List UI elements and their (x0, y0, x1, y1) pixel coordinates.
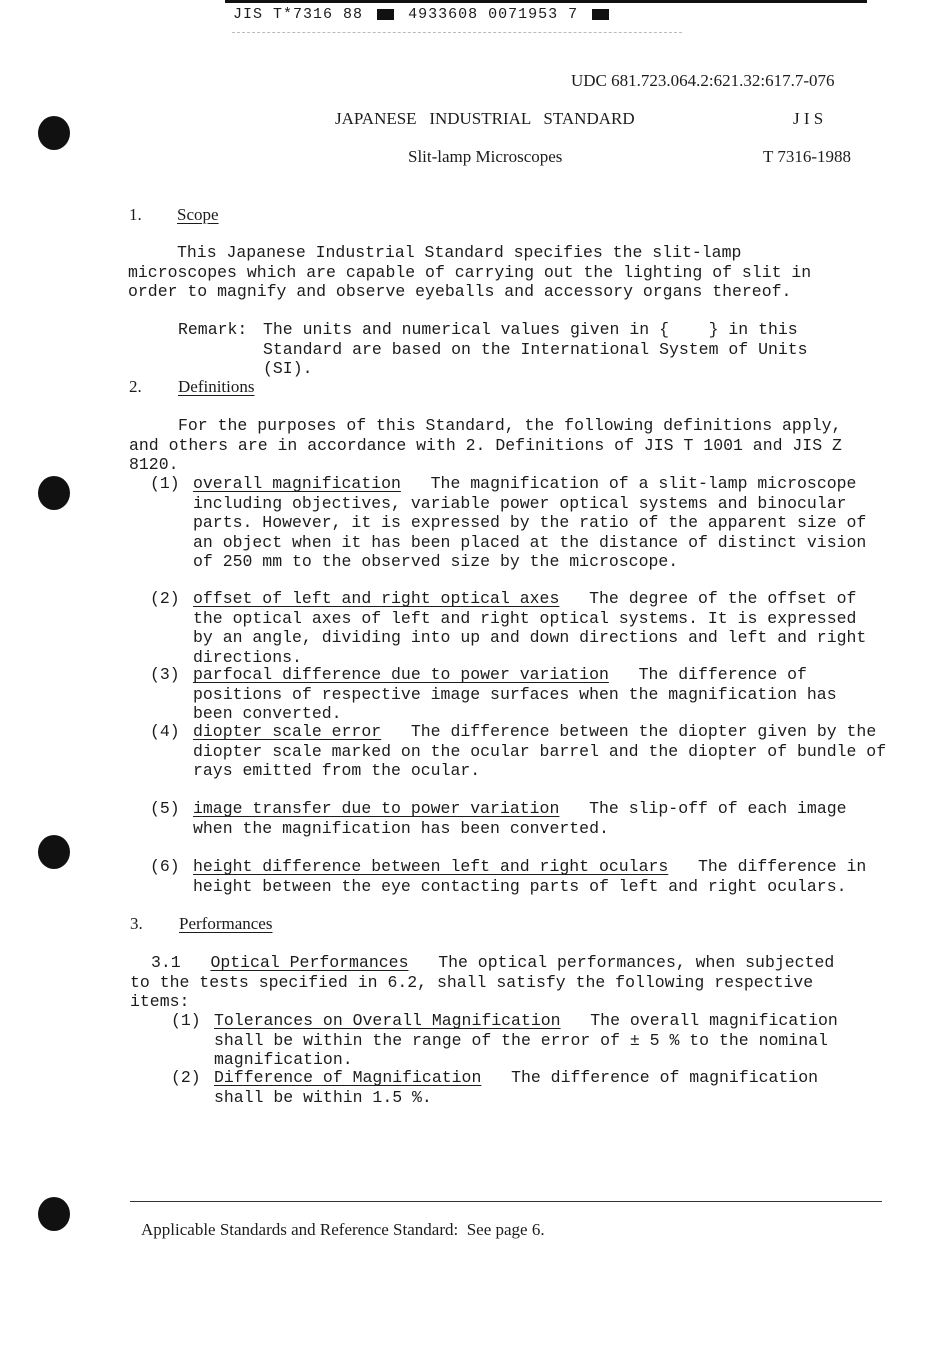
document-title: Slit-lamp Microscopes (408, 147, 563, 166)
definition-2-term: offset of left and right optical axes (193, 589, 560, 608)
header-block-1 (377, 9, 394, 20)
remark-label: Remark: (178, 320, 248, 339)
remark-text: The units and numerical values given in { } in this Standard are based on the International System of Units (SI). (263, 320, 818, 378)
definition-5 (193, 799, 853, 838)
binder-hole-2 (38, 476, 70, 510)
header-block-2 (592, 9, 609, 20)
header-strip (233, 6, 613, 23)
scan-specks (232, 32, 682, 33)
designation: T 7316-1988 (763, 147, 851, 166)
performance-2-text: The difference of magnification shall be within 1.5 %. (214, 1068, 819, 1107)
definition-5-text: The slip-off of each image when the magnification has been converted. (193, 799, 847, 838)
binder-hole-3 (38, 835, 70, 869)
definition-3-term: parfocal difference due to power variation (193, 665, 609, 684)
definition-3-text: The difference of positions of respective image surfaces when the magnification has been converted. (193, 665, 837, 723)
definition-6 (193, 857, 873, 896)
definition-4-text: The difference between the diopter given by the diopter scale marked on the ocular barrel and the diopter of bundle of rays emitted from the ocular. (193, 722, 887, 780)
header-code-right: 4933608 0071953 7 (408, 6, 579, 23)
definition-4-term: diopter scale error (193, 722, 382, 741)
section-3-title: Performances (179, 914, 273, 933)
definitions-intro: For the purposes of this Standard, the following definitions apply, and others are in accordance with 2. Definitions of JIS T 1001 and JIS Z 8120. (129, 416, 842, 474)
definition-3-number: (3) (150, 665, 180, 684)
definition-2-number: (2) (150, 589, 180, 608)
definition-5-number: (5) (150, 799, 180, 818)
definition-6-text: The difference in height between the eye contacting parts of left and right oculars. (193, 857, 867, 896)
section-1-number: 1. (129, 205, 142, 224)
performance-1 (214, 1011, 864, 1070)
subsection-3-1-title: Optical Performances (210, 953, 409, 972)
scan-top-edge (225, 0, 867, 3)
definition-3 (193, 665, 873, 724)
performance-2-term: Difference of Magnification (214, 1068, 482, 1087)
definition-1-number: (1) (150, 474, 180, 493)
standard-heading: JAPANESE INDUSTRIAL STANDARD (335, 109, 635, 128)
header-code-left: JIS T*7316 88 (233, 6, 364, 23)
footer-rule (130, 1201, 882, 1202)
performance-1-term: Tolerances on Overall Magnification (214, 1011, 561, 1030)
definition-4 (193, 722, 892, 781)
definition-1 (193, 474, 883, 572)
performance-2-number: (2) (171, 1068, 201, 1087)
definition-5-term: image transfer due to power variation (193, 799, 560, 818)
definition-2-text: The degree of the offset of the optical axes of left and right optical systems. It is expressed by an angle, dividing into up and down directions and left and right directions. (193, 589, 867, 667)
binder-hole-4 (38, 1197, 70, 1231)
footer-note: Applicable Standards and Reference Standard: See page 6. (141, 1220, 545, 1239)
section-1-title: Scope (177, 205, 219, 224)
subsection-3-1 (130, 953, 860, 1012)
performance-2 (214, 1068, 854, 1107)
performance-1-number: (1) (171, 1011, 201, 1030)
definition-6-number: (6) (150, 857, 180, 876)
definition-1-term: overall magnification (193, 474, 401, 493)
section-2-number: 2. (129, 377, 142, 396)
performance-1-text: The overall magnification shall be within the range of the error of ± 5 % to the nominal magnification. (214, 1011, 838, 1069)
jis-mark: J I S (793, 109, 824, 128)
scope-body: This Japanese Industrial Standard specifies the slit-lamp microscopes which are capable of carrying out the lighting of slit in order to magnify and observe eyeballs and accessory organs thereof. (128, 243, 812, 301)
definition-1-text: The magnification of a slit-lamp microscope including objectives, variable power optical systems and binocular parts. However, it is expressed by the ratio of the apparent size of an object when it has been placed at the distance of distinct vision of 250 mm to the observed size by the microscope. (193, 474, 867, 571)
udc-code: UDC 681.723.064.2:621.32:617.7-076 (571, 71, 835, 90)
definition-6-term: height difference between left and right oculars (193, 857, 669, 876)
subsection-3-1-text: The optical performances, when subjected to the tests specified in 6.2, shall satisfy the following respective items: (130, 953, 835, 1011)
binder-hole-1 (38, 116, 70, 150)
definition-2 (193, 589, 883, 667)
section-2-title: Definitions (178, 377, 255, 396)
definition-4-number: (4) (150, 722, 180, 741)
section-3-number: 3. (130, 914, 143, 933)
subsection-3-1-number: 3.1 (151, 953, 181, 972)
